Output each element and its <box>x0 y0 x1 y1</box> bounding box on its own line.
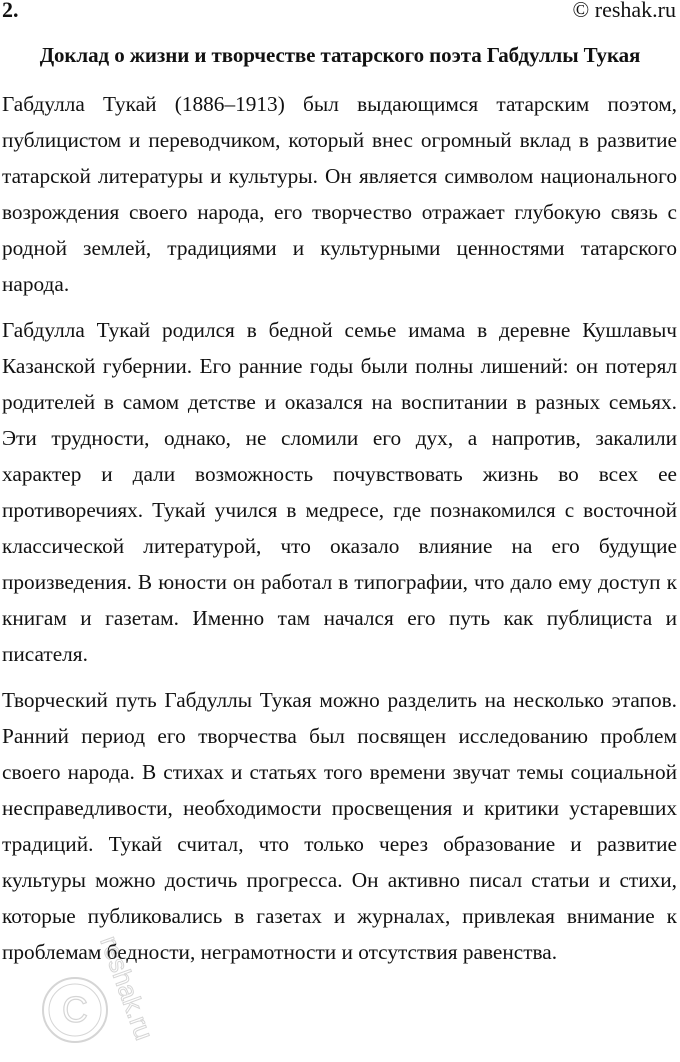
paragraph-creative-path: Творческий путь Габдуллы Тукая можно разделить на несколько этапов. Ранний период его творчества был посвящен исследованию проблем своего народа. В стихах и статьях того времени звучат темы социальной несправедливости, необходимости просвещения и критики устаревших традиций. Тукай считал, что только через образование и развитие культуры можно достичь прогресса. Он активно писал статьи и стихи, которые публиковались в газетах и журналах, привлекая внимание к проблемам бедности, неграмотности и отсутствия равенства. <box>2 688 677 964</box>
copyright-notice: © reshak.ru <box>572 0 676 22</box>
paragraph-intro: Габдулла Тукай (1886–1913) был выдающимся татарским поэтом, публицистом и переводчиком, который внес огромный вклад в развитие татарской литературы и культуры. Он является символом национального возрождения своего народа, его творчество отражает глубокую связь с родной землей, традициями и культурными ценностями татарского народа. <box>2 92 677 296</box>
svg-text:reshak.ru: reshak.ru <box>94 931 160 1044</box>
page-header <box>0 0 680 24</box>
task-number: 2. <box>2 0 19 22</box>
document-body <box>2 86 677 980</box>
svg-text:C: C <box>62 989 88 1030</box>
document-title: Доклад о жизни и творчестве татарского поэта Габдуллы Тукая <box>39 43 641 67</box>
paragraph-biography: Габдулла Тукай родился в бедной семье имама в деревне Кушлавыч Казанской губернии. Его ранние годы были полны лишений: он потерял родителей в самом детстве и оказался на воспитании в разных семьях. Эти трудности, однако, не сломили его дух, а напротив, закалили характер и дали возможность почувствовать жизнь во всех ее противоречиях. Тукай учился в медресе, где познакомился с восточной классической литературой, что оказало влияние на его будущие произведения. В юности он работал в типографии, что дало ему доступ к книгам и газетам. Именно там начался его путь как публициста и писателя. <box>2 318 677 666</box>
